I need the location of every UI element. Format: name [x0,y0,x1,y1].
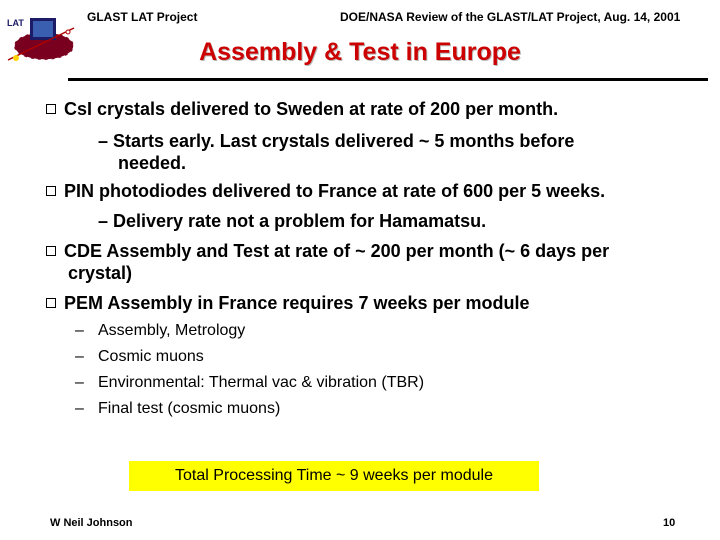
sub-bullet-continuation: needed. [118,153,187,173]
sub-item-assembly: Assembly, Metrology [98,322,246,339]
slide-title: Assembly & Test in Europe [199,38,521,66]
bullet-pin: PIN photodiodes delivered to France at rate of 600 per 5 weeks. [46,180,605,202]
sub-item-cosmic: Cosmic muons [98,348,204,365]
footer-author: W Neil Johnson [50,517,133,529]
sub-bullet-starts-early: – Starts early. Last crystals delivered ~ 5 months before [98,131,575,151]
sub-item-final-test: Final test (cosmic muons) [98,400,281,417]
page-number: 10 [663,517,676,529]
dash-1: – [75,322,84,339]
square-bullet-icon [46,104,56,114]
project-name: GLAST LAT Project [87,10,198,24]
sub-item-environmental: Environmental: Thermal vac & vibration (TBR) [98,374,425,391]
review-title: DOE/NASA Review of the GLAST/LAT Project, Aug. 14, 2001 [340,10,681,24]
square-bullet-icon [46,298,56,308]
dash-2: – [75,348,84,365]
title-rule [68,78,708,81]
dash-4: – [75,400,84,417]
logo-label: LAT [7,18,24,28]
total-processing-time: Total Processing Time ~ 9 weeks per module [129,461,539,491]
square-bullet-icon [46,246,56,256]
bullet-cde: CDE Assembly and Test at rate of ~ 200 per month (~ 6 days per [46,240,609,262]
sub-bullet-delivery-rate: – Delivery rate not a problem for Hamamatsu. [98,211,487,231]
dash-3: – [75,374,84,391]
bullet-pem: PEM Assembly in France requires 7 weeks per module [46,292,530,314]
bullet-csi: CsI crystals delivered to Sweden at rate of 200 per month. [46,98,558,120]
bullet-cde-continuation: crystal) [68,263,133,283]
square-bullet-icon [46,186,56,196]
